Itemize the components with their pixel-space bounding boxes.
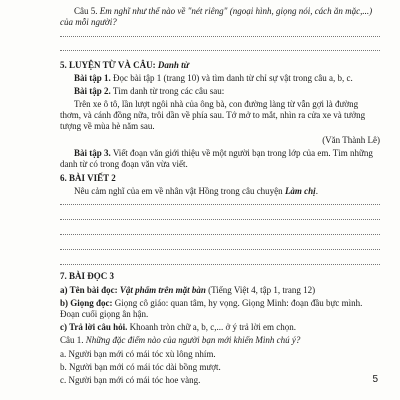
reading-voice-label: b) Giọng đọc: <box>60 298 113 308</box>
exercise-2-label: Bài tập 2. <box>74 86 111 96</box>
answer-line <box>60 219 380 220</box>
section-6-heading: 6. BÀI VIẾT 2 <box>60 173 116 183</box>
exercise-2 <box>60 86 380 97</box>
question-5-prefix: Câu 5. <box>74 6 100 16</box>
answer-instruction-label: c) Trả lời câu hỏi. <box>60 322 128 332</box>
exercise-1 <box>60 73 380 84</box>
section-6-prompt <box>60 186 380 197</box>
answer-line <box>60 249 380 250</box>
section-5-heading-num: 5. LUYỆN TỪ VÀ CÂU: <box>60 60 158 70</box>
answer-line <box>60 36 380 37</box>
reading-voice-text: Giọng cô giáo: quan tâm, hy vọng. Giọng Minh: đoạn đầu bực mình. Đoạn cuối giọng ân hận. <box>60 298 363 319</box>
answer-instruction <box>60 322 380 333</box>
section-7-heading: 7. BÀI ĐỌC 3 <box>60 271 115 281</box>
option-a[interactable]: a. Người bạn mới có mái tóc xù lông nhím. <box>60 349 216 359</box>
passage: Trên xe ô tô, lần lượt ngôi nhà của ông bà, con đường làng từ vẫn gợi là đường thơm, và cánh đồng nữa, trôi dần về phía sau. Tớ mở to mắt, nhìn ra cửa xe và tưởng tượng về mùa hè năm sau. <box>60 99 366 131</box>
exercise-3 <box>60 148 380 170</box>
reading-voice-line <box>60 298 380 320</box>
section-6-prompt-start: Nêu cảm nghĩ của em về nhân vật Hồng trong câu chuyện <box>74 186 285 196</box>
question-5 <box>60 6 380 28</box>
exercise-1-text: Đọc bài tập 1 (trang 10) và tìm danh từ chỉ sự vật trong câu a, b, c. <box>110 73 353 83</box>
option-c[interactable]: c. Người bạn mới có mái tóc hoe vàng. <box>60 375 201 385</box>
section-5-heading <box>60 60 380 71</box>
question-1-text: Những đặc điểm nào của người bạn mới khiến Minh chú ý? <box>85 335 301 345</box>
reading-title-label: a) Tên bài đọc: <box>60 285 120 295</box>
exercise-3-text: Viết đoạn văn giới thiệu về một người bạn trong lớp của em. Tìm những danh từ có trong đoạn văn vừa viết. <box>60 148 373 169</box>
reading-title: Vật phẩm trên mặt bàn <box>119 285 206 295</box>
reading-source: (Tiếng Việt 4, tập 1, trang 12) <box>205 285 316 295</box>
question-1 <box>60 335 380 346</box>
passage-author: (Văn Thành Lê) <box>322 135 380 145</box>
exercise-3-label: Bài tập 3. <box>74 148 111 158</box>
section-6-prompt-title: Làm chị <box>284 186 316 196</box>
section-6-prompt-end: . <box>315 186 318 196</box>
answer-line <box>60 204 380 205</box>
question-1-prefix: Câu 1. <box>60 335 86 345</box>
page-number: 5 <box>372 374 378 385</box>
answer-instruction-text: Khoanh tròn chữ a, b, c,... ở ý trả lời em chọn. <box>127 322 297 332</box>
answer-line <box>60 50 380 51</box>
reading-title-line <box>60 285 380 296</box>
section-5-heading-title: Danh từ <box>157 60 189 70</box>
exercise-1-label: Bài tập 1. <box>74 73 111 83</box>
question-5-text: Em nghĩ như thế nào về "nét riêng" (ngoại hình, giọng nói, cách ăn mặc,...) của mỗi người? <box>60 6 373 27</box>
exercise-2-text: Tìm danh từ trong các câu sau: <box>110 86 225 96</box>
answer-line <box>60 264 380 265</box>
answer-line <box>60 234 380 235</box>
option-b[interactable]: b. Người bạn mới có mái tóc dài bồng mượt. <box>60 362 221 372</box>
